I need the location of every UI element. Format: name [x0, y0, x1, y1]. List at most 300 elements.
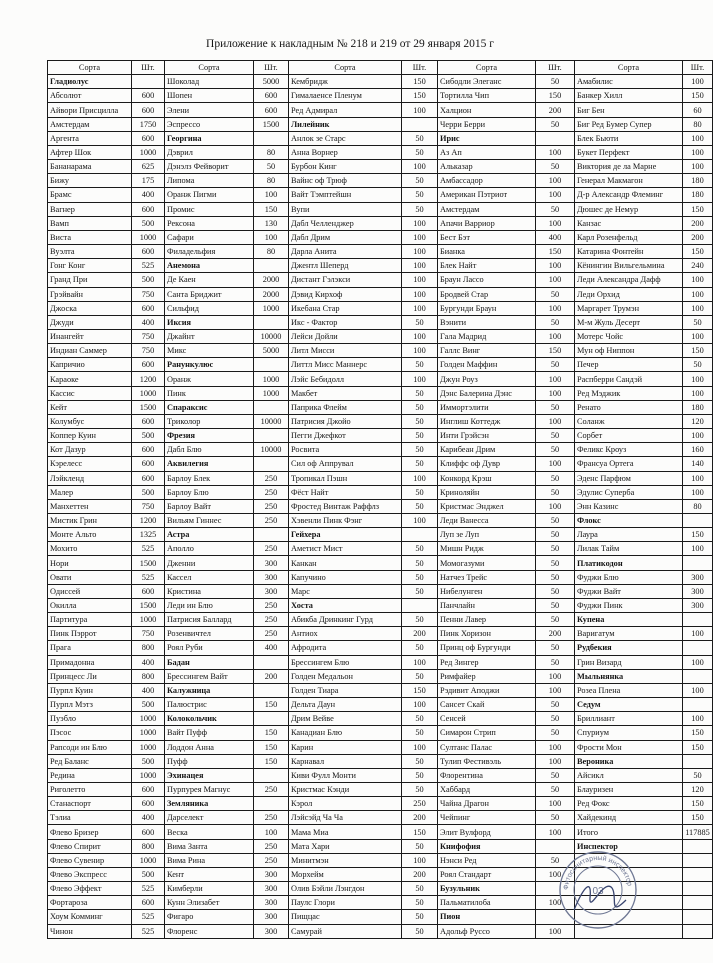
variety-cell: Оранж Пигми [165, 188, 254, 202]
quantity-cell: 400 [132, 315, 165, 329]
variety-cell: Инглиш Коттедж [438, 414, 536, 428]
quantity-cell: 1500 [132, 400, 165, 414]
variety-cell: Литл Мисси [289, 344, 402, 358]
variety-cell: Аз Ап [438, 145, 536, 159]
variety-cell: Чинон [48, 924, 132, 938]
quantity-cell [254, 712, 289, 726]
variety-cell: Овати [48, 570, 132, 584]
variety-cell: Ред Фокс [575, 797, 683, 811]
variety-cell: Луп зе Луп [438, 528, 536, 542]
variety-cell: Флево Бризер [48, 825, 132, 839]
quantity-cell: 400 [132, 188, 165, 202]
quantity-cell [683, 924, 713, 938]
quantity-cell: 50 [536, 655, 575, 669]
table-row [48, 570, 713, 584]
variety-cell: Астра [165, 528, 254, 542]
variety-cell: Иксия [165, 315, 254, 329]
quantity-cell: 100 [402, 698, 438, 712]
variety-cell: Триколор [165, 414, 254, 428]
variety-cell: Карнавал [289, 754, 402, 768]
quantity-cell: 5000 [254, 344, 289, 358]
quantity-cell: 600 [132, 131, 165, 145]
variety-cell: Марс [289, 584, 402, 598]
quantity-cell: 300 [254, 556, 289, 570]
quantity-cell: 400 [536, 230, 575, 244]
variety-cell: Малер [48, 485, 132, 499]
variety-cell: Мама Миа [289, 825, 402, 839]
variety-cell: Фуджи Блю [575, 570, 683, 584]
table-row [48, 216, 713, 230]
variety-cell: Иммортэлити [438, 400, 536, 414]
quantity-cell: 250 [254, 514, 289, 528]
quantity-cell: 150 [402, 89, 438, 103]
variety-cell: Монте Альто [48, 528, 132, 542]
quantity-cell: 50 [402, 782, 438, 796]
variety-cell: Гала Мадрид [438, 329, 536, 343]
quantity-cell: 50 [254, 160, 289, 174]
table-row [48, 712, 713, 726]
quantity-cell [683, 613, 713, 627]
quantity-cell [683, 556, 713, 570]
quantity-cell: 1325 [132, 528, 165, 542]
quantity-cell: 250 [254, 471, 289, 485]
quantity-cell: 50 [402, 584, 438, 598]
variety-cell: Сенсей [438, 712, 536, 726]
variety-cell: Вагнер [48, 202, 132, 216]
quantity-cell: 600 [132, 584, 165, 598]
quantity-cell [254, 655, 289, 669]
quantity-cell: 50 [402, 174, 438, 188]
variety-cell: Олив Бэйли Лэнгдон [289, 882, 402, 896]
stamp-ring-text: Фитосанитарный инспектор [562, 854, 633, 891]
variety-cell: Пурпл Мэтз [48, 698, 132, 712]
variety-cell: Амабилис [575, 75, 683, 89]
variety-cell: Афтер Шок [48, 145, 132, 159]
quantity-cell: 100 [254, 825, 289, 839]
quantity-cell: 50 [402, 145, 438, 159]
quantity-cell: 50 [683, 768, 713, 782]
variety-cell: Кент [165, 867, 254, 881]
quantity-cell: 600 [132, 414, 165, 428]
variety-cell: Икебана Стар [289, 301, 402, 315]
quantity-cell: 1000 [132, 768, 165, 782]
quantity-cell: 50 [536, 429, 575, 443]
table-row [48, 613, 713, 627]
variety-cell: Чайна Драгон [438, 797, 536, 811]
quantity-cell: 250 [402, 797, 438, 811]
variety-cell: Хоум Комминг [48, 910, 132, 924]
quantity-cell: 1000 [132, 726, 165, 740]
quantity-cell: 50 [402, 315, 438, 329]
quantity-cell: 800 [132, 839, 165, 853]
quantity-cell: 600 [132, 301, 165, 315]
variety-cell: Фигаро [165, 910, 254, 924]
quantity-cell: 100 [402, 103, 438, 117]
quantity-cell: 100 [402, 853, 438, 867]
quantity-cell: 100 [683, 75, 713, 89]
variety-cell: Тортилла Чип [438, 89, 536, 103]
variety-cell: Клиффс оф Дувр [438, 457, 536, 471]
quantity-cell: 100 [402, 160, 438, 174]
quantity-cell: 50 [536, 400, 575, 414]
quantity-cell: 250 [254, 542, 289, 556]
variety-cell: Аметист Мист [289, 542, 402, 556]
variety-cell: Блек Найт [438, 259, 536, 273]
variety-cell: Принцесс Ли [48, 669, 132, 683]
quantity-cell: 100 [536, 174, 575, 188]
variety-cell: Ред Мэджик [575, 386, 683, 400]
quantity-cell: 100 [683, 145, 713, 159]
variety-cell: Аполло [165, 542, 254, 556]
variety-cell: Коппер Куин [48, 429, 132, 443]
header-quantity: Шт. [402, 61, 438, 75]
variety-cell: Хэвенли Пинк Фэнг [289, 514, 402, 528]
quantity-cell: 100 [536, 259, 575, 273]
quantity-cell: 100 [683, 712, 713, 726]
variety-cell: Прага [48, 641, 132, 655]
quantity-cell: 50 [402, 726, 438, 740]
quantity-cell: 500 [132, 867, 165, 881]
variety-cell: Дабл Дрим [289, 230, 402, 244]
quantity-cell: 150 [254, 202, 289, 216]
variety-cell: Липома [165, 174, 254, 188]
quantity-cell: 100 [683, 329, 713, 343]
table-row [48, 556, 713, 570]
quantity-cell: 50 [536, 528, 575, 542]
variety-cell: Колумбус [48, 414, 132, 428]
table-row [48, 429, 713, 443]
variety-cell: Мыльнянка [575, 669, 683, 683]
quantity-cell: 50 [402, 358, 438, 372]
quantity-cell: 130 [254, 216, 289, 230]
variety-cell: Кассис [48, 386, 132, 400]
variety-cell: Индиан Саммер [48, 344, 132, 358]
variety-cell: Риголетто [48, 782, 132, 796]
quantity-cell: 50 [683, 315, 713, 329]
variety-cell: Айсикл [575, 768, 683, 782]
quantity-cell: 240 [683, 259, 713, 273]
quantity-cell: 150 [536, 245, 575, 259]
variety-cell: Карин [289, 740, 402, 754]
quantity-cell: 1000 [132, 853, 165, 867]
quantity-cell: 100 [536, 924, 575, 938]
quantity-cell: 600 [132, 471, 165, 485]
quantity-cell: 100 [536, 825, 575, 839]
variety-cell: Хайдекинд [575, 811, 683, 825]
quantity-cell: 400 [132, 811, 165, 825]
variety-cell: Примадонна [48, 655, 132, 669]
quantity-cell: 100 [683, 429, 713, 443]
quantity-cell: 100 [683, 287, 713, 301]
table-row [48, 301, 713, 315]
quantity-cell: 300 [683, 598, 713, 612]
variety-cell: Платикодон [575, 556, 683, 570]
quantity-cell: 180 [683, 174, 713, 188]
variety-cell: Элени [165, 103, 254, 117]
variety-cell: Лейси Дойли [289, 329, 402, 343]
variety-cell: Пинк Пэррот [48, 627, 132, 641]
quantity-cell: 600 [132, 457, 165, 471]
quantity-cell: 100 [683, 372, 713, 386]
variety-cell: Инти Грэйсэн [438, 429, 536, 443]
variety-cell: Фростед Винтаж Раффлз [289, 499, 402, 513]
quantity-cell: 50 [536, 726, 575, 740]
quantity-cell: 50 [402, 542, 438, 556]
variety-cell: Шопен [165, 89, 254, 103]
quantity-cell: 150 [683, 202, 713, 216]
variety-cell: Хоста [289, 598, 402, 612]
variety-cell: Флокс [575, 514, 683, 528]
variety-cell: Биг Бен [575, 103, 683, 117]
variety-cell: Рапсоди ин Блю [48, 740, 132, 754]
quantity-cell: 50 [536, 570, 575, 584]
variety-cell: Ред Баланс [48, 754, 132, 768]
quantity-cell [254, 131, 289, 145]
variety-cell: Флево Сувенир [48, 853, 132, 867]
variety-cell: Джуди [48, 315, 132, 329]
quantity-cell: 250 [254, 627, 289, 641]
table-row [48, 811, 713, 825]
header-variety: Сорта [289, 61, 402, 75]
table-row [48, 740, 713, 754]
table-row [48, 485, 713, 499]
table-row [48, 245, 713, 259]
variety-cell: Анемона [165, 259, 254, 273]
quantity-cell: 180 [683, 400, 713, 414]
table-row [48, 358, 713, 372]
variety-cell: Мишн Ридж [438, 542, 536, 556]
variety-cell: Лоддон Анна [165, 740, 254, 754]
variety-cell: Ирис [438, 131, 536, 145]
quantity-cell: 50 [402, 188, 438, 202]
quantity-cell: 50 [536, 485, 575, 499]
variety-cell: Тропикал Пэшн [289, 471, 402, 485]
variety-cell: Кассел [165, 570, 254, 584]
quantity-cell: 50 [402, 839, 438, 853]
table-row [48, 287, 713, 301]
table-row [48, 698, 713, 712]
table-row [48, 329, 713, 343]
variety-cell: Голден Медальон [289, 669, 402, 683]
quantity-cell: 150 [402, 825, 438, 839]
quantity-cell: 1000 [254, 372, 289, 386]
variety-cell: Окилла [48, 598, 132, 612]
quantity-cell: 300 [683, 584, 713, 598]
variety-cell: Франсуа Ортега [575, 457, 683, 471]
quantity-cell [683, 754, 713, 768]
quantity-cell: 100 [536, 386, 575, 400]
quantity-cell: 100 [536, 216, 575, 230]
table-row [48, 259, 713, 273]
variety-cell: Айвори Присцилла [48, 103, 132, 117]
table-row [48, 75, 713, 89]
variety-cell: Пурпл Куин [48, 683, 132, 697]
table-row [48, 768, 713, 782]
variety-cell: Банкер Хилл [575, 89, 683, 103]
variety-cell: Флево Спирит [48, 839, 132, 853]
quantity-cell: 100 [402, 230, 438, 244]
quantity-cell: 250 [254, 613, 289, 627]
quantity-cell: 50 [536, 698, 575, 712]
variety-cell: Аквилегия [165, 457, 254, 471]
variety-cell: Кэрелесс [48, 457, 132, 471]
quantity-cell: 120 [683, 414, 713, 428]
variety-cell: Принц оф Бургунди [438, 641, 536, 655]
variety-cell: Роял Стандарт [438, 867, 536, 881]
variety-cell: Патрисия Джойо [289, 414, 402, 428]
variety-cell: Фуджи Пинк [575, 598, 683, 612]
quantity-cell: 100 [683, 471, 713, 485]
quantity-cell: 750 [132, 344, 165, 358]
quantity-cell: 250 [254, 598, 289, 612]
quantity-cell: 50 [536, 613, 575, 627]
variety-cell: Лэйкленд [48, 471, 132, 485]
quantity-cell: 200 [683, 230, 713, 244]
variety-cell: Симарон Стрип [438, 726, 536, 740]
quantity-cell: 525 [132, 570, 165, 584]
quantity-cell: 100 [402, 287, 438, 301]
variety-cell: Кунн Элизабет [165, 896, 254, 910]
quantity-cell: 300 [254, 882, 289, 896]
table-row [48, 683, 713, 697]
quantity-cell [683, 867, 713, 881]
quantity-cell: 100 [536, 867, 575, 881]
quantity-cell: 50 [402, 202, 438, 216]
quantity-cell [254, 528, 289, 542]
table-row [48, 117, 713, 131]
variety-cell: Нори [48, 556, 132, 570]
quantity-cell: 10000 [254, 443, 289, 457]
variety-cell: Дарселект [165, 811, 254, 825]
variety-cell: Вильям Гиннес [165, 514, 254, 528]
quantity-cell: 525 [132, 259, 165, 273]
quantity-cell: 300 [254, 896, 289, 910]
quantity-cell: 625 [132, 160, 165, 174]
variety-cell: Сибодли Элеганс [438, 75, 536, 89]
variety-cell: Тулип Фестивэль [438, 754, 536, 768]
quantity-cell: 10000 [254, 329, 289, 343]
variety-cell: Кот Дазур [48, 443, 132, 457]
quantity-cell: 1750 [132, 117, 165, 131]
quantity-cell [254, 797, 289, 811]
quantity-cell: 250 [254, 485, 289, 499]
variety-cell: Оранж [165, 372, 254, 386]
variety-cell: Веска [165, 825, 254, 839]
quantity-cell: 150 [402, 683, 438, 697]
variety-cell: Канадиан Блю [289, 726, 402, 740]
variety-cell: Флево Экспресс [48, 867, 132, 881]
variety-cell: Конкорд Крэш [438, 471, 536, 485]
variety-cell: Американ Пэтриот [438, 188, 536, 202]
quantity-cell [683, 514, 713, 528]
table-row [48, 230, 713, 244]
variety-cell: Промис [165, 202, 254, 216]
variety-cell: Карл Розенфельд [575, 230, 683, 244]
quantity-cell: 150 [536, 89, 575, 103]
variety-cell: Нэнси Ред [438, 853, 536, 867]
variety-cell: Сансет Скай [438, 698, 536, 712]
quantity-cell: 50 [402, 457, 438, 471]
quantity-cell: 50 [536, 542, 575, 556]
quantity-cell: 150 [683, 740, 713, 754]
variety-cell: Бриллиант [575, 712, 683, 726]
variety-cell: Вупи [289, 202, 402, 216]
stamp-center-text: 03 [592, 886, 604, 897]
variety-cell: Элит Вулфорд [438, 825, 536, 839]
quantity-cell: 600 [132, 782, 165, 796]
quantity-cell: 150 [254, 754, 289, 768]
quantity-cell: 100 [536, 329, 575, 343]
quantity-cell: 160 [683, 443, 713, 457]
quantity-cell: 80 [683, 499, 713, 513]
quantity-cell: 300 [683, 570, 713, 584]
variety-cell: Антиох [289, 627, 402, 641]
variety-cell: Мохито [48, 542, 132, 556]
variety-cell: Кристмас Энджел [438, 499, 536, 513]
table-row [48, 414, 713, 428]
variety-cell: Кэрол [289, 797, 402, 811]
table-row [48, 103, 713, 117]
table-row [48, 797, 713, 811]
variety-cell: Леди Орхид [575, 287, 683, 301]
variety-cell: Бродвей Стар [438, 287, 536, 301]
quantity-cell: 150 [254, 698, 289, 712]
quantity-cell: 50 [536, 584, 575, 598]
variety-cell: Спуриум [575, 726, 683, 740]
quantity-cell: 50 [402, 386, 438, 400]
quantity-cell: 1000 [132, 386, 165, 400]
variety-cell: Апачи Варриор [438, 216, 536, 230]
variety-cell: Барлоу Блек [165, 471, 254, 485]
variety-cell: Капричио [48, 358, 132, 372]
variety-cell: Брамс [48, 188, 132, 202]
quantity-cell: 10000 [254, 414, 289, 428]
quantity-cell [254, 315, 289, 329]
quantity-cell: 300 [254, 570, 289, 584]
quantity-cell: 525 [132, 882, 165, 896]
table-row [48, 160, 713, 174]
quantity-cell: 150 [254, 740, 289, 754]
quantity-cell: 100 [536, 301, 575, 315]
quantity-cell: 50 [402, 712, 438, 726]
table-row [48, 669, 713, 683]
variety-cell: Вероника [575, 754, 683, 768]
quantity-cell: 150 [683, 797, 713, 811]
quantity-cell: 60 [683, 103, 713, 117]
quantity-cell: 50 [536, 358, 575, 372]
quantity-cell: 1500 [132, 598, 165, 612]
table-row [48, 584, 713, 598]
variety-cell: Икс - Фактор [289, 315, 402, 329]
variety-cell: Паприка Флейм [289, 400, 402, 414]
quantity-cell: 2000 [254, 273, 289, 287]
svg-text:Фитосанитарный инспектор [563, 854, 633, 890]
quantity-cell: 150 [683, 344, 713, 358]
quantity-cell [402, 598, 438, 612]
quantity-cell: 50 [402, 924, 438, 938]
variety-cell: Дэврил [165, 145, 254, 159]
quantity-cell: 100 [402, 216, 438, 230]
variety-cell: Киви Фулл Монти [289, 768, 402, 782]
quantity-cell: 1500 [132, 556, 165, 570]
quantity-cell: 50 [536, 712, 575, 726]
variety-cell: Ред Адмирал [289, 103, 402, 117]
quantity-cell [254, 358, 289, 372]
quantity-cell: 117885 [683, 825, 713, 839]
header-quantity: Шт. [132, 61, 165, 75]
quantity-cell: 100 [402, 514, 438, 528]
quantity-cell: 150 [683, 89, 713, 103]
